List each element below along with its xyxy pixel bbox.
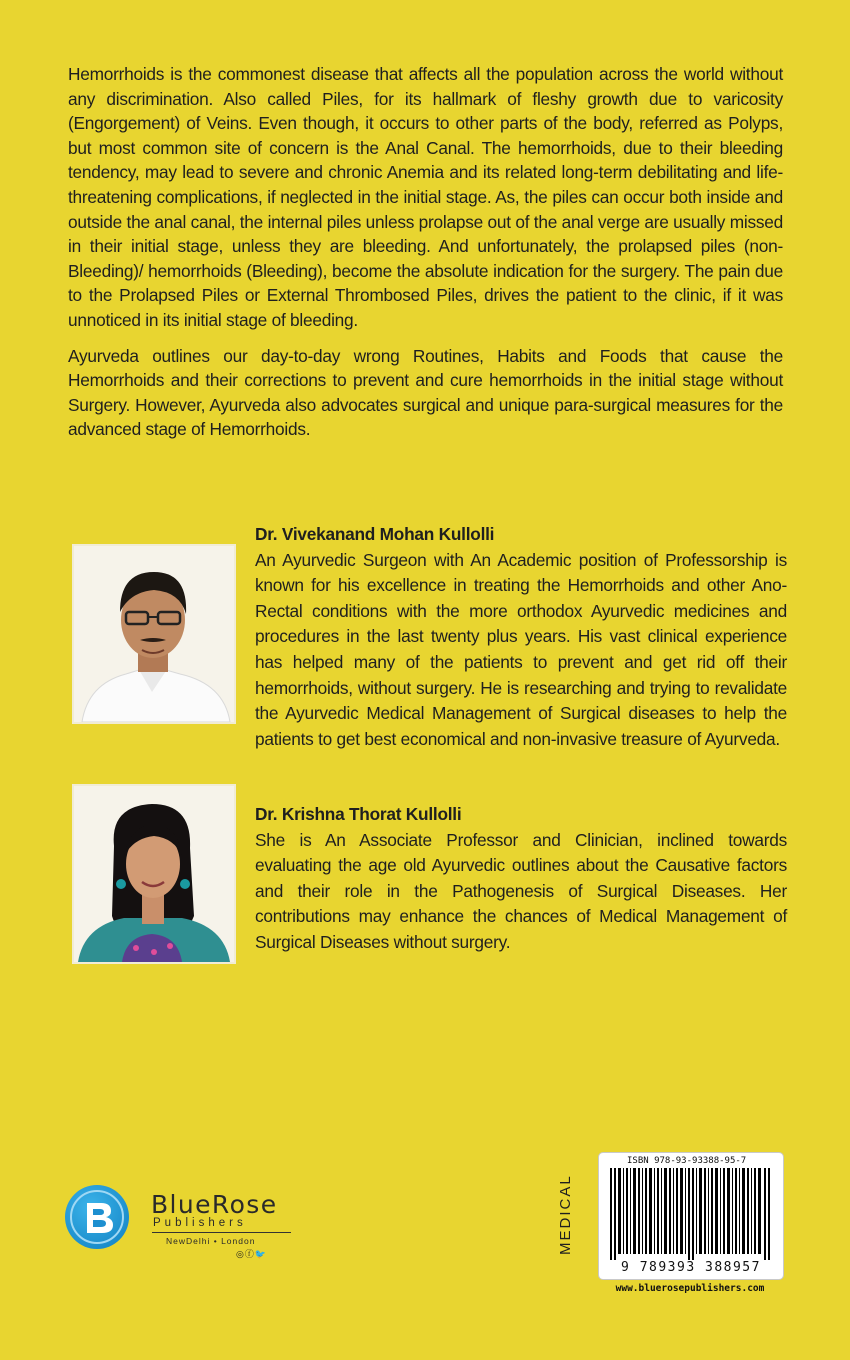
author-photo-krishna <box>72 784 236 964</box>
description-paragraph-1: Hemorrhoids is the commonest disease that affects all the population across the world without any discrimination. Also called Piles, for its hallmark of fleshy growth due to varicosity (Engorgement) of Veins. Even though, it occurs to other parts of the body, referred as Polyps, but most common site of concern is the Anal Canal. The hemorrhoids, due to their bleeding tendency, may lead to severe and chronic Anemia and its related long-term debilitating and life-threatening complications, if neglected in the initial stage. As, the piles can occur both inside and outside the anal canal, the internal piles unless prolapse out of the anal verge are usually missed in their initial stage, unless they are bleeding. And unfortunately, the prolapsed piles (non-Bleeding)/ hemorrhoids (Bleeding), become the absolute indication for the surgery. The pain due to the Prolapsed Piles or External Thrombosed Piles, drives the patient to the clinic, if it was unnoticed in its initial stage of bleeding. <box>68 64 783 330</box>
author-photo-vivekanand <box>72 544 236 724</box>
author-block-vivekanand <box>255 522 787 752</box>
publisher-locations: NewDelhi • London <box>166 1236 256 1246</box>
publisher-name: BlueRose <box>151 1190 278 1219</box>
author-bio: An Ayurvedic Surgeon with An Academic position of Professorship is known for his excellence in treating the Hemorrhoids and other Ano-Rectal conditions with the more orthodox Ayurvedic medicines and procedures in the last twenty plus years. His vast clinical experience has helped many of the patients to prevent and get rid off their hemorrhoids, without surgery. He is researching and trying to revalidate the Ayurvedic Medical Management of Surgical diseases to help the patients to get best economical and non-invasive treasure of Ayurveda. <box>255 549 787 749</box>
publisher-logo <box>65 1185 305 1260</box>
barcode-bars <box>610 1168 772 1260</box>
isbn-barcode <box>598 1152 784 1280</box>
category-label: MEDICAL <box>557 1174 574 1255</box>
woman-portrait-image <box>74 786 234 962</box>
book-description <box>68 62 783 453</box>
logo-divider <box>152 1232 291 1233</box>
man-portrait-image <box>74 546 234 722</box>
social-icons: ◎ⓕ🐦 <box>236 1249 268 1259</box>
barcode-digits: 9 789393 388957 <box>621 1260 761 1275</box>
author-bio: She is An Associate Professor and Clinician, inclined towards evaluating the age old Ayurvedic outlines about the Causative factors and their role in the Pathogenesis of Surgical Diseases. Her contributions may enhance the chances of Medical Management of Surgical Diseases without surgery. <box>255 829 787 952</box>
publisher-subtitle: Publishers <box>153 1217 247 1229</box>
description-paragraph-2: Ayurveda outlines our day-to-day wrong Routines, Habits and Foods that cause the Hemorrhoids and their corrections to prevent and cure hemorrhoids in the initial stage without Surgery. However, Ayurveda also advocates surgical and unique para-surgical measures for the advanced stage of Hemorrhoids. <box>68 345 783 440</box>
bluerose-book-icon <box>65 1185 129 1249</box>
author-name: Dr. Krishna Thorat Kullolli <box>255 804 462 824</box>
author-name: Dr. Vivekanand Mohan Kullolli <box>255 524 495 544</box>
isbn-number: ISBN 978-93-93388-95-7 <box>627 1156 747 1166</box>
author-block-krishna <box>255 802 787 956</box>
publisher-website: www.bluerosepublishers.com <box>615 1283 765 1294</box>
